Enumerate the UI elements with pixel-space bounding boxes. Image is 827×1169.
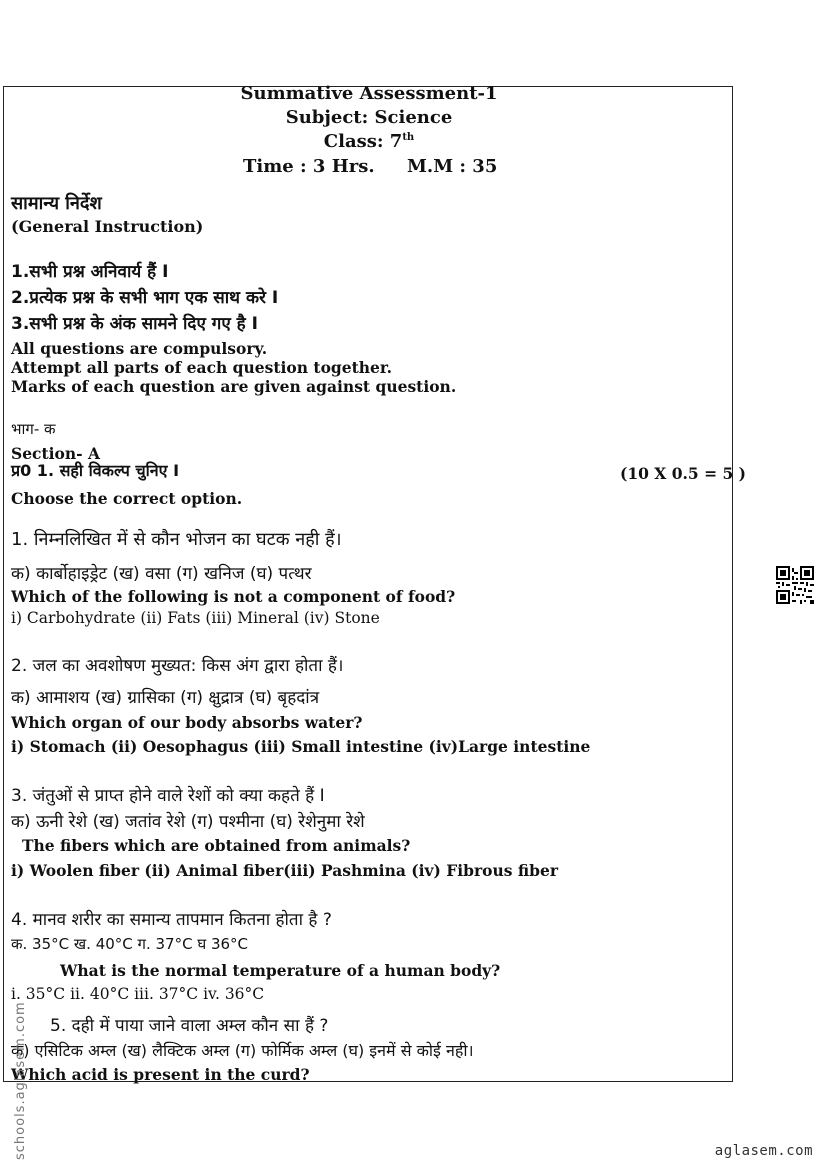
instruction-hi-2: 2.प्रत्येक प्रश्न के सभी भाग एक साथ करे I (11, 288, 279, 308)
q1-options-en: i) Carbohydrate (ii) Fats (iii) Mineral (iv) Stone (11, 609, 380, 627)
paper-time: Time : 3 Hrs. (243, 156, 375, 177)
instruction-hi-3: 3.सभी प्रश्न के अंक सामने दिए गए है I (11, 314, 258, 334)
instructions-heading-en: (General Instruction) (11, 217, 204, 236)
question-paper-frame (3, 83, 746, 1084)
q3-options-hi: क) ऊनी रेशे (ख) जतांव रेशे (ग) पश्मीना (घ) रेशेनुमा रेशे (11, 812, 365, 832)
corner-watermark[interactable]: aglasem.com (714, 1143, 813, 1159)
q3-options-en: i) Woolen fiber (ii) Animal fiber(iii) Pashmina (iv) Fibrous fiber (11, 861, 558, 880)
instruction-en-1: All questions are compulsory. (11, 339, 268, 358)
q1-text-en: Which of the following is not a component of food? (11, 587, 456, 606)
q2-options-hi: क) आमाशय (ख) ग्रासिका (ग) क्षुद्रात्र (घ) बृहदांत्र (11, 688, 320, 708)
q4-text-hi: 4. मानव शरीर का समान्य तापमान कितना होता है ? (11, 910, 332, 930)
q1-options-hi: क) कार्बोहाइड्रेट (ख) वसा (ग) खनिज (घ) पत्थर (11, 564, 312, 584)
section-en: Section- A (11, 444, 101, 463)
paper-max-marks: M.M : 35 (407, 156, 498, 177)
paper-class: Class: 7th (323, 131, 415, 152)
q5-text-hi: 5. दही में पाया जाने वाला अम्ल कौन सा हैं ? (50, 1016, 329, 1036)
side-watermark: schools.aglasem.com (13, 1001, 28, 1160)
q3-text-en: The fibers which are obtained from animals? (22, 836, 411, 855)
q1-text-hi: 1. निम्नलिखित में से कौन भोजन का घटक नही हैं। (11, 529, 342, 550)
q2-options-en: i) Stomach (ii) Oesophagus (iii) Small intestine (iv)Large intestine (11, 737, 591, 756)
question-1-heading-hi: प्र0 1. सही विकल्प चुनिए I (11, 461, 180, 480)
q2-text-hi: 2. जल का अवशोषण मुख्यत: किस अंग द्वारा होता हैं। (11, 656, 344, 676)
q5-text-en: Which acid is present in the curd? (11, 1065, 310, 1084)
paper-subject: Subject: Science (285, 107, 453, 128)
paper-title: Summative Assessment-1 (240, 83, 498, 104)
q2-text-en: Which organ of our body absorbs water? (11, 713, 363, 732)
q4-options-en: i. 35°C ii. 40°C iii. 37°C iv. 36°C (11, 985, 265, 1003)
instruction-hi-1: 1.सभी प्रश्न अनिवार्य हैं I (11, 262, 169, 282)
qr-code-icon (776, 566, 814, 604)
q3-text-hi: 3. जंतुओं से प्राप्त होने वाले रेशों को क्या कहते हैं I (11, 786, 325, 806)
q5-options-hi: क) एसिटिक अम्ल (ख) लैक्टिक अम्ल (ग) फोर्मिक अम्ल (घ) इनमें से कोई नही। (11, 1041, 474, 1060)
question-1-marks: (10 X 0.5 = 5 ) (620, 464, 746, 483)
question-1-heading-en: Choose the correct option. (11, 489, 243, 508)
instruction-en-3: Marks of each question are given against question. (11, 377, 457, 396)
q4-text-en: What is the normal temperature of a human body? (60, 961, 501, 980)
section-hi: भाग- क (11, 420, 56, 438)
q4-options-hi: क. 35°C ख. 40°C ग. 37°C घ 36°C (11, 935, 249, 953)
instruction-en-2: Attempt all parts of each question together. (11, 358, 393, 377)
instructions-heading-hi: सामान्य निर्देश (11, 193, 102, 214)
